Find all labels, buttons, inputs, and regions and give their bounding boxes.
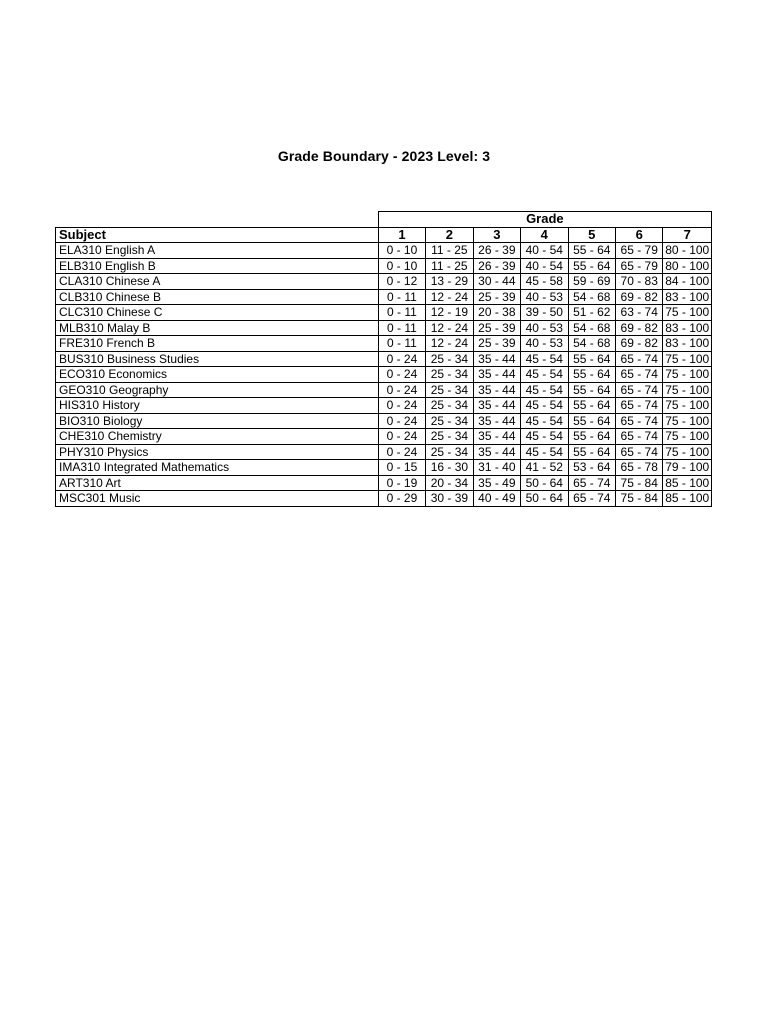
grade-range-cell: 53 - 64 — [568, 460, 615, 476]
table-row — [56, 429, 712, 445]
grade-range-cell: 54 - 68 — [568, 336, 615, 352]
grade-range-cell: 25 - 34 — [426, 367, 473, 383]
grade-column-header: 4 — [521, 227, 568, 243]
subject-cell: BUS310 Business Studies — [56, 351, 379, 367]
subject-cell: MSC301 Music — [56, 491, 379, 507]
table-row — [56, 382, 712, 398]
grade-range-cell: 63 - 74 — [615, 305, 662, 321]
grade-range-cell: 20 - 34 — [426, 475, 473, 491]
grade-range-cell: 65 - 78 — [615, 460, 662, 476]
subject-cell: FRE310 French B — [56, 336, 379, 352]
grade-range-cell: 55 - 64 — [568, 398, 615, 414]
grade-range-cell: 45 - 54 — [521, 444, 568, 460]
table-row — [56, 398, 712, 414]
grade-column-header: 3 — [473, 227, 520, 243]
grade-range-cell: 45 - 54 — [521, 367, 568, 383]
grade-range-cell: 65 - 74 — [615, 382, 662, 398]
subject-cell: GEO310 Geography — [56, 382, 379, 398]
grade-range-cell: 65 - 74 — [615, 444, 662, 460]
table-row — [56, 320, 712, 336]
grade-range-cell: 75 - 100 — [663, 351, 712, 367]
grade-range-cell: 35 - 44 — [473, 367, 520, 383]
grade-range-cell: 45 - 54 — [521, 398, 568, 414]
grade-range-cell: 55 - 64 — [568, 243, 615, 259]
grade-range-cell: 13 - 29 — [426, 274, 473, 290]
grade-range-cell: 11 - 25 — [426, 243, 473, 259]
grade-range-cell: 25 - 34 — [426, 351, 473, 367]
grade-range-cell: 25 - 34 — [426, 444, 473, 460]
grade-range-cell: 0 - 19 — [378, 475, 425, 491]
grade-range-cell: 35 - 44 — [473, 382, 520, 398]
grade-range-cell: 0 - 11 — [378, 336, 425, 352]
grade-range-cell: 0 - 10 — [378, 258, 425, 274]
grade-range-cell: 0 - 24 — [378, 398, 425, 414]
grade-range-cell: 75 - 100 — [663, 367, 712, 383]
grade-range-cell: 65 - 74 — [568, 475, 615, 491]
table-row — [56, 274, 712, 290]
grade-range-cell: 0 - 24 — [378, 367, 425, 383]
table-body — [56, 243, 712, 507]
grade-range-cell: 41 - 52 — [521, 460, 568, 476]
table-row — [56, 475, 712, 491]
grade-range-cell: 65 - 74 — [568, 491, 615, 507]
grade-range-cell: 0 - 15 — [378, 460, 425, 476]
grade-range-cell: 55 - 64 — [568, 413, 615, 429]
grade-range-cell: 20 - 38 — [473, 305, 520, 321]
grade-range-cell: 0 - 24 — [378, 413, 425, 429]
grade-column-header: 2 — [426, 227, 473, 243]
grade-column-header: 6 — [615, 227, 662, 243]
grade-range-cell: 25 - 34 — [426, 413, 473, 429]
grade-range-cell: 70 - 83 — [615, 274, 662, 290]
grade-range-cell: 0 - 11 — [378, 305, 425, 321]
grade-range-cell: 55 - 64 — [568, 382, 615, 398]
grade-range-cell: 25 - 39 — [473, 336, 520, 352]
subject-cell: ART310 Art — [56, 475, 379, 491]
grade-range-cell: 65 - 74 — [615, 413, 662, 429]
grade-range-cell: 59 - 69 — [568, 274, 615, 290]
table-row — [56, 243, 712, 259]
grade-range-cell: 39 - 50 — [521, 305, 568, 321]
grade-range-cell: 65 - 74 — [615, 351, 662, 367]
grade-range-cell: 69 - 82 — [615, 336, 662, 352]
grade-range-cell: 55 - 64 — [568, 429, 615, 445]
subject-cell: HIS310 History — [56, 398, 379, 414]
grade-range-cell: 69 - 82 — [615, 320, 662, 336]
grade-range-cell: 30 - 44 — [473, 274, 520, 290]
grade-range-cell: 0 - 29 — [378, 491, 425, 507]
grade-range-cell: 45 - 54 — [521, 429, 568, 445]
grade-range-cell: 0 - 24 — [378, 351, 425, 367]
grade-range-cell: 65 - 79 — [615, 243, 662, 259]
table-row — [56, 367, 712, 383]
grade-range-cell: 35 - 44 — [473, 398, 520, 414]
grade-range-cell: 26 - 39 — [473, 258, 520, 274]
table-row — [56, 413, 712, 429]
subject-cell: IMA310 Integrated Mathematics — [56, 460, 379, 476]
grade-range-cell: 12 - 24 — [426, 320, 473, 336]
grade-range-cell: 69 - 82 — [615, 289, 662, 305]
grade-range-cell: 12 - 24 — [426, 336, 473, 352]
grade-range-cell: 35 - 44 — [473, 351, 520, 367]
grade-range-cell: 35 - 49 — [473, 475, 520, 491]
grade-range-cell: 55 - 64 — [568, 367, 615, 383]
grade-range-cell: 35 - 44 — [473, 413, 520, 429]
column-header-row — [56, 227, 712, 243]
grade-range-cell: 55 - 64 — [568, 351, 615, 367]
grade-range-cell: 11 - 25 — [426, 258, 473, 274]
grade-range-cell: 40 - 53 — [521, 336, 568, 352]
grade-range-cell: 0 - 24 — [378, 444, 425, 460]
grade-range-cell: 75 - 100 — [663, 444, 712, 460]
grade-range-cell: 51 - 62 — [568, 305, 615, 321]
table-row — [56, 491, 712, 507]
table-row — [56, 305, 712, 321]
grade-range-cell: 75 - 100 — [663, 413, 712, 429]
grade-range-cell: 54 - 68 — [568, 320, 615, 336]
grade-range-cell: 40 - 49 — [473, 491, 520, 507]
grade-range-cell: 40 - 53 — [521, 320, 568, 336]
grade-range-cell: 55 - 64 — [568, 258, 615, 274]
grade-range-cell: 83 - 100 — [663, 289, 712, 305]
grade-range-cell: 75 - 100 — [663, 382, 712, 398]
grade-range-cell: 25 - 34 — [426, 382, 473, 398]
grade-range-cell: 83 - 100 — [663, 336, 712, 352]
blank-corner-cell — [56, 212, 379, 228]
grade-range-cell: 83 - 100 — [663, 320, 712, 336]
grade-range-cell: 0 - 11 — [378, 289, 425, 305]
grade-range-cell: 40 - 54 — [521, 258, 568, 274]
grade-range-cell: 31 - 40 — [473, 460, 520, 476]
subject-cell: CLB310 Chinese B — [56, 289, 379, 305]
grade-range-cell: 25 - 39 — [473, 289, 520, 305]
grade-range-cell: 45 - 58 — [521, 274, 568, 290]
grade-range-cell: 54 - 68 — [568, 289, 615, 305]
grade-range-cell: 45 - 54 — [521, 351, 568, 367]
grade-range-cell: 35 - 44 — [473, 444, 520, 460]
grade-range-cell: 26 - 39 — [473, 243, 520, 259]
grade-column-header: 7 — [663, 227, 712, 243]
grade-range-cell: 25 - 34 — [426, 398, 473, 414]
grade-range-cell: 65 - 74 — [615, 367, 662, 383]
grade-range-cell: 0 - 24 — [378, 382, 425, 398]
grade-range-cell: 40 - 54 — [521, 243, 568, 259]
subject-cell: PHY310 Physics — [56, 444, 379, 460]
grade-range-cell: 0 - 24 — [378, 429, 425, 445]
grade-range-cell: 35 - 44 — [473, 429, 520, 445]
grade-range-cell: 0 - 10 — [378, 243, 425, 259]
table-row — [56, 460, 712, 476]
table-row — [56, 258, 712, 274]
table-row — [56, 336, 712, 352]
subject-cell: CLC310 Chinese C — [56, 305, 379, 321]
grade-range-cell: 16 - 30 — [426, 460, 473, 476]
subject-cell: BIO310 Biology — [56, 413, 379, 429]
grade-range-cell: 0 - 11 — [378, 320, 425, 336]
table-row — [56, 289, 712, 305]
grade-boundary-table — [55, 211, 712, 507]
grade-header: Grade — [378, 212, 711, 228]
grade-range-cell: 45 - 54 — [521, 382, 568, 398]
grade-range-cell: 75 - 100 — [663, 429, 712, 445]
grade-range-cell: 25 - 39 — [473, 320, 520, 336]
grade-range-cell: 80 - 100 — [663, 258, 712, 274]
grade-range-cell: 25 - 34 — [426, 429, 473, 445]
grade-range-cell: 75 - 84 — [615, 491, 662, 507]
table-row — [56, 351, 712, 367]
grade-range-cell: 12 - 24 — [426, 289, 473, 305]
grade-range-cell: 45 - 54 — [521, 413, 568, 429]
grade-range-cell: 0 - 12 — [378, 274, 425, 290]
subject-cell: CLA310 Chinese A — [56, 274, 379, 290]
grade-range-cell: 40 - 53 — [521, 289, 568, 305]
subject-cell: ECO310 Economics — [56, 367, 379, 383]
grade-range-cell: 75 - 84 — [615, 475, 662, 491]
grade-range-cell: 85 - 100 — [663, 491, 712, 507]
page-title: Grade Boundary - 2023 Level: 3 — [277, 148, 491, 164]
subject-cell: MLB310 Malay B — [56, 320, 379, 336]
grade-range-cell: 79 - 100 — [663, 460, 712, 476]
grade-range-cell: 30 - 39 — [426, 491, 473, 507]
grade-range-cell: 12 - 19 — [426, 305, 473, 321]
grade-range-cell: 80 - 100 — [663, 243, 712, 259]
subject-cell: ELA310 English A — [56, 243, 379, 259]
subject-cell: ELB310 English B — [56, 258, 379, 274]
grade-range-cell: 50 - 64 — [521, 475, 568, 491]
grade-column-header: 5 — [568, 227, 615, 243]
grade-range-cell: 75 - 100 — [663, 398, 712, 414]
grade-range-cell: 84 - 100 — [663, 274, 712, 290]
grade-range-cell: 55 - 64 — [568, 444, 615, 460]
table-row — [56, 444, 712, 460]
grade-range-cell: 50 - 64 — [521, 491, 568, 507]
grade-range-cell: 75 - 100 — [663, 305, 712, 321]
subject-cell: CHE310 Chemistry — [56, 429, 379, 445]
grade-range-cell: 65 - 74 — [615, 429, 662, 445]
grade-range-cell: 65 - 74 — [615, 398, 662, 414]
subject-header: Subject — [56, 227, 379, 243]
grade-range-cell: 85 - 100 — [663, 475, 712, 491]
grade-column-header: 1 — [378, 227, 425, 243]
grade-range-cell: 65 - 79 — [615, 258, 662, 274]
